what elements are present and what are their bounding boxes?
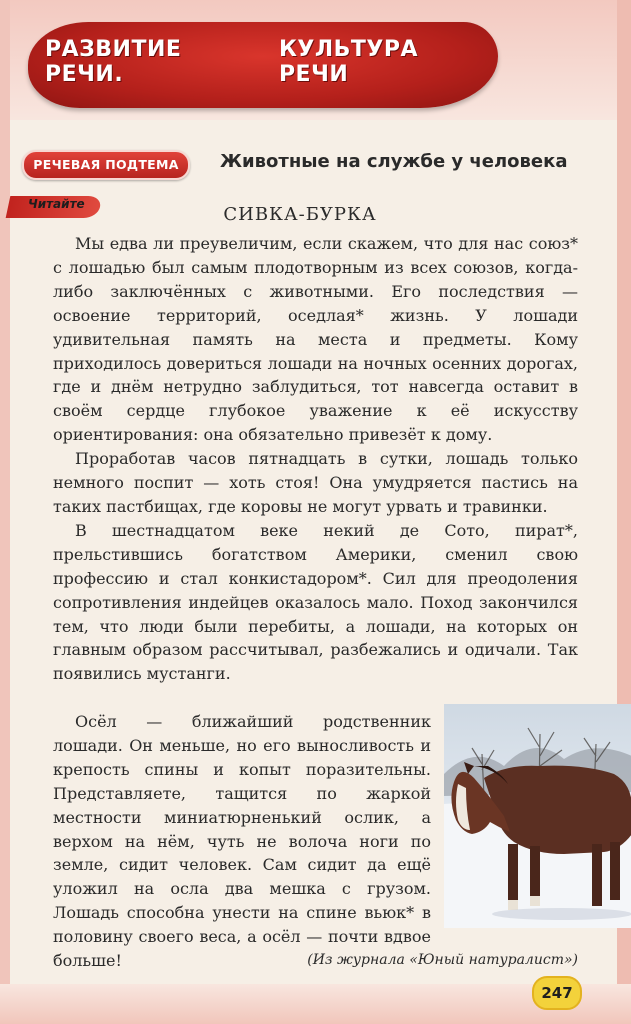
story-text [53,232,578,686]
story-paragraph-1: Мы едва ли преувеличим, если скажем, что для нас союз* с лошадью был самым плодотворным из всех союзов, когда-либо заключённых с животными. Его последствия — освоение территорий, оседлая* жизнь. У лошади удивительная память на места и предметы. Кому приходилось довериться лошади на ночных осенних дорогах, где и днём нетрудно заблудиться, тот навсегда оставит в своём сердце глубокое уважение к её искусству ориентирования: она обязательно привезёт к дому. [53,234,578,445]
source-citation: (Из журнала «Юный натуралист») [307,952,578,968]
page-left-border [0,0,10,1024]
subtopic-title: Животные на службе у человека [220,151,568,172]
story-paragraph-2: Проработав часов пятнадцать в сутки, лошадь только немного поспит — хоть стоя! Она умудряется пастись на таких пастбищах, где коровы не могут урвать и травинки. [53,449,578,516]
read-label: Читайте [28,197,85,211]
page-number: 247 [532,976,582,1010]
section-banner-text [45,32,485,92]
story-paragraph-3: В шестнадцатом веке некий де Сото, пират*, прельстившись богатством Америки, сменил свою профессию и стал конкистадором*. Сил для преодоления сопротивления индейцев оказалось мало. Поход закончился тем, что люди были перебиты, а лошади, на которых он главным образом рассчитывал, разбежались и одичали. Так появились мустанги. [53,520,578,684]
story-title: СИВКА-БУРКА [223,204,377,225]
story-text-beside-photo [53,710,431,973]
banner-title-right: КУЛЬТУРА РЕЧИ [278,37,419,87]
story-paragraph-4: Осёл — ближайший родственник лошади. Он меньше, но его выносливость и крепость спины и копыт поразительны. Представляете, тащится по жаркой местности миниатюрненький ослик, а верхом на нём, чуть не волоча ноги по земле, сидит человек. Сам сидит да ещё уложил на осла два мешка с грузом. Лошадь способна унести на спине вьюк* в половину своего веса, а осёл — почти вдвое больше! [53,712,431,971]
banner-title-left: РАЗВИТИЕ РЕЧИ. [45,37,182,87]
subtopic-badge: РЕЧЕВАЯ ПОДТЕМА [22,150,190,180]
horse-photo [444,704,631,928]
